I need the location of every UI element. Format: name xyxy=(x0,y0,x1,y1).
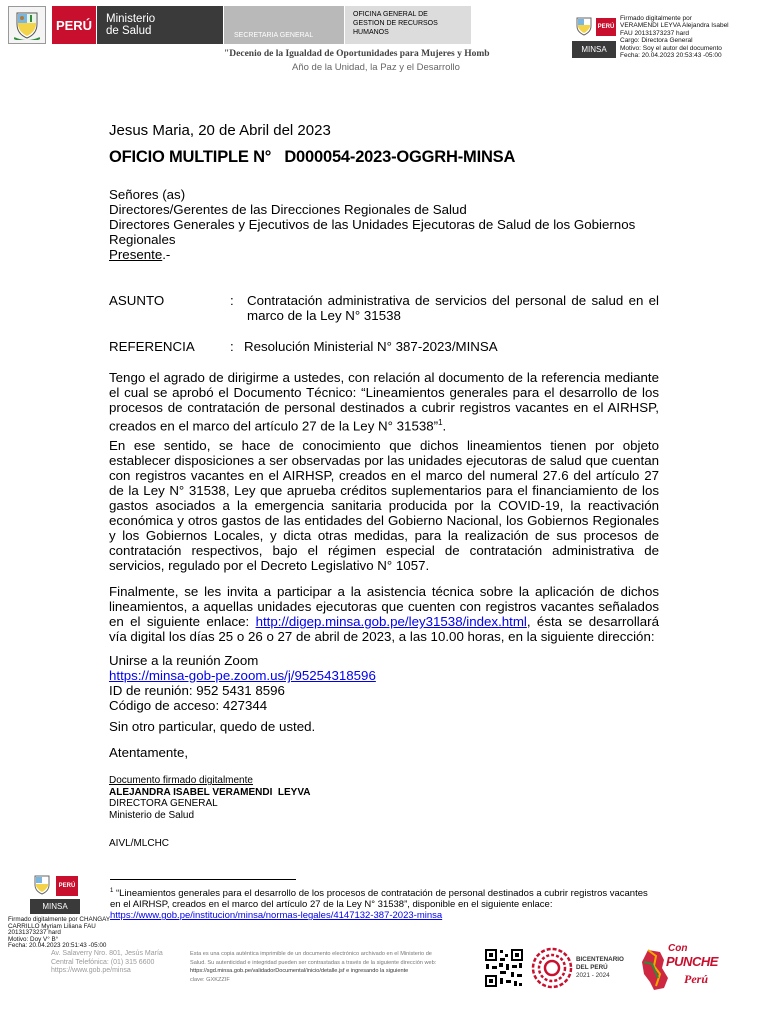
paragraph-1: Tengo el agrado de dirigirme a ustedes, con relación al documento de la referencia mediante el cual se aprobó el Documento Técnico: “Lineamientos generales para el desarrollo de los procesos de contratación de personal destinados a cubrir registros vacantes en el AIRHSP, creados en el marco del artículo 27 de la Ley N° 31538”$^1$. xyxy=(109,370,659,434)
vb-signature-stamp xyxy=(8,870,118,950)
coat-of-arms-icon xyxy=(32,874,52,896)
letter-title: OFICIO MULTIPLE N° D000054-2023-OGGRH-MINSA xyxy=(109,148,516,166)
footnote: $^1$ “Lineamientos generales para el desarrollo de los procesos de contratación de personal destinados a cubrir registros vacantes en el AIRHSP, creados en el marco del artículo 27 de la Ley N° 31538”, disponible en el siguiente enlace: https://www.gob.pe/institucion/minsa/normas-legales/4147132-387-2023-minsa xyxy=(110,888,648,922)
sig-peru-label: PERÚ xyxy=(596,18,616,36)
sig2-details: Firmado digitalmente por CHANGAY CARRILLO Myriam Liliana FAU 20131373237 hard Motivo: Doy V° B° Fecha: 20.04.2023 20:51:43 -05:00 xyxy=(8,916,111,950)
asunto-text: Contratación administrativa de servicios del personal de salud en el marco de la Ley N° 31538 xyxy=(247,293,659,323)
digital-signature-stamp xyxy=(572,14,764,60)
sig-details: Firmado digitalmente por VERAMENDI LEYVA Alejandra Isabel FAU 20131373237 hard Cargo: Directora General Motivo: Soy el autor del documento Fecha: 20.04.2023 20:53:43 -05:00 xyxy=(620,15,729,60)
sig2-minsa-label: MINSA xyxy=(30,899,80,914)
initials: AIVL/MLCHC xyxy=(109,838,170,849)
referencia-colon: : xyxy=(230,339,234,354)
sig2-peru-label: PERÚ xyxy=(56,876,78,896)
punche-label: PUNCHE xyxy=(666,954,718,969)
peru-script-label: Perú xyxy=(684,972,708,986)
presente-line: Presente.- xyxy=(109,247,171,262)
decenio-line: "Decenio de la Igualdad de Oportunidades para Mujeres y Homb xyxy=(224,49,490,59)
verification-text: Esta es una copia auténtica imprimible de un documento electrónico archivado en el Ministerio de Salud. Su autenticidad e integridad pueden ser contrastadas a través de la siguiente dirección web: https://sgd.minsa.gob.pe/validadorDocumental/inicio/detalle.jsf e ingresando la siguiente clave: GXKZZIF xyxy=(190,951,437,983)
con-punche-peru-logo xyxy=(638,940,730,994)
sig-minsa-label: MINSA xyxy=(572,41,616,58)
coat-of-arms-icon xyxy=(574,16,594,36)
secretaria-label: SECRETARIA GENERAL xyxy=(224,6,344,44)
letterhead xyxy=(8,4,468,44)
bicentenario-text: BICENTENARIO DEL PERÚ 2021 - 2024 xyxy=(576,956,624,979)
con-label: Con xyxy=(668,943,688,954)
asunto-colon: : xyxy=(230,293,234,308)
signature-block: Documento firmado digitalmente ALEJANDRA ISABEL VERAMENDI LEYVA DIRECTORA GENERAL Ministerio de Salud xyxy=(109,775,311,821)
coat-of-arms-icon xyxy=(8,6,46,44)
letter-date: Jesus Maria, 20 de Abril del 2023 xyxy=(109,122,331,139)
asunto-label: ASUNTO xyxy=(109,293,165,308)
bicentenario-emblem-icon xyxy=(530,946,574,990)
ministry-address: Av. Salaverry Nro. 801, Jesús María Central Telefónica: (01) 315 6600 https://www.gob.pe/minsa xyxy=(51,950,163,974)
zoom-link[interactable]: https://minsa-gob-pe.zoom.us/j/95254318596 xyxy=(109,668,376,683)
bicentenario-logo xyxy=(530,946,634,990)
zoom-block: Unirse a la reunión Zoom https://minsa-gob-pe.zoom.us/j/95254318596 ID de reunión: 952 5431 8596 Código de acceso: 427344 xyxy=(109,653,376,713)
footnote-divider xyxy=(110,879,296,880)
footnote-link[interactable]: https://www.gob.pe/institucion/minsa/normas-legales/4147132-387-2023-minsa xyxy=(110,910,443,922)
referencia-label: REFERENCIA xyxy=(109,339,195,354)
ministry-name: Ministerio de Salud xyxy=(97,6,223,44)
oficina-label: OFICINA GENERAL DE GESTION DE RECURSOS HUMANOS xyxy=(345,6,471,44)
lineamientos-link[interactable]: http://digep.minsa.gob.pe/ley31538/index.html xyxy=(255,614,527,629)
qr-code-icon xyxy=(484,948,524,988)
recipients: Señores (as) Directores/Gerentes de las Direcciones Regionales de Salud Directores Generales y Ejecutivos de las Unidades Ejecutoras de Salud de los Gobiernos Regionales Presente.- xyxy=(109,187,669,262)
peru-label: PERÚ xyxy=(52,6,96,44)
paragraph-2: En ese sentido, se hace de conocimiento que dichos lineamientos tienen por objeto establecer disposiciones a ser observadas por las unidades ejecutoras de salud que cuentan con registros vacantes en el AIRHSP, creados en el marco del numeral 27.6 del artículo 27 de la Ley N° 31538, Ley que aprueba créditos suplementarios para el financiamiento de los gastos asociados a la emergencia sanitaria producida por la COVID-19, la reactivación económica y otros gastos de las entidades del Gobierno Nacional, los Gobiernos Regionales y los Gobiernos Locales, y dicta otras medidas, para la realización de sus procesos de contratación respectivos, bajo el régimen especial de contratación administrativa de servicios, regulado por el Decreto Legislativo N° 1057. xyxy=(109,438,659,573)
referencia-text: Resolución Ministerial N° 387-2023/MINSA xyxy=(244,339,498,354)
closing-line: Sin otro particular, quedo de usted. xyxy=(109,719,316,734)
anio-line: Año de la Unidad, la Paz y el Desarrollo xyxy=(292,62,460,73)
closing-salutation: Atentamente, xyxy=(109,745,189,760)
paragraph-3: Finalmente, se les invita a participar a la asistencia técnica sobre la aplicación de dichos lineamientos, a aquellas unidades ejecutoras que cuenten con registros vacantes señalados en el siguiente enlace: http://digep.minsa.gob.pe/ley31538/index.html, ésta se desarrollará vía digital los días 25 o 26 o 27 de abril de 2023, a las 10.00 horas, en la siguiente dirección: xyxy=(109,584,659,644)
